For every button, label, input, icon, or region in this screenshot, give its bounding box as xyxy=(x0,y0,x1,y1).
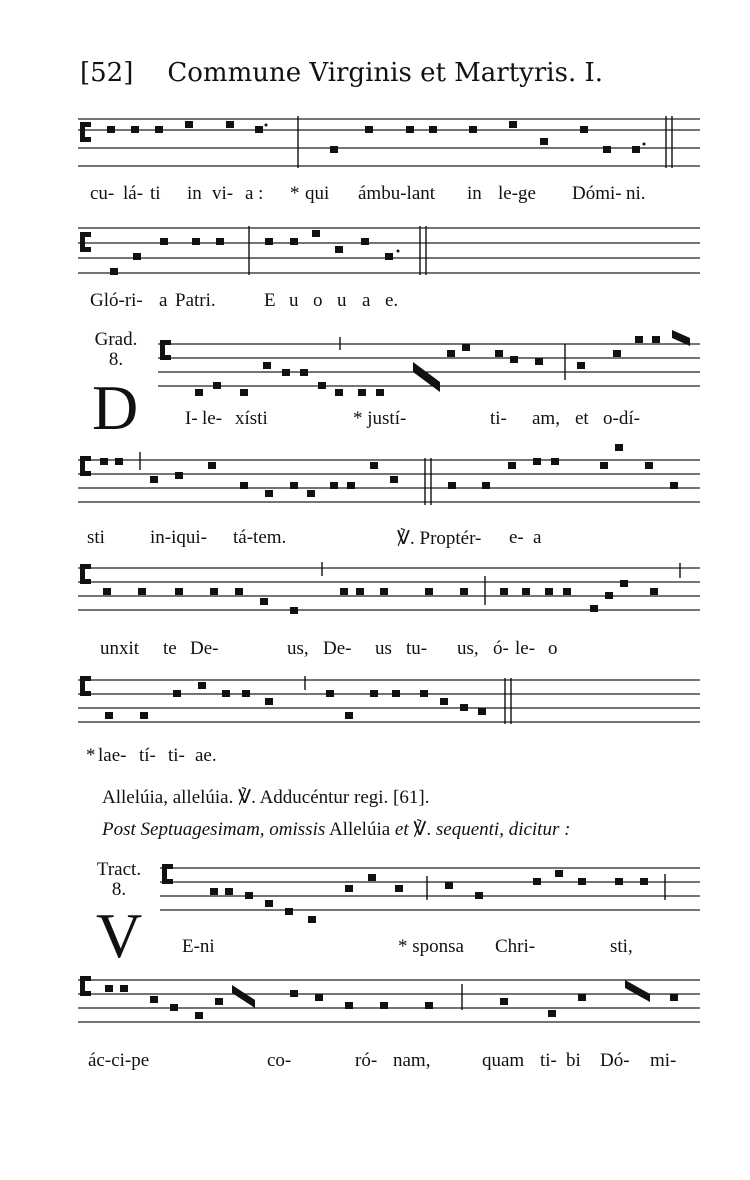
syllable: ℣. Proptér- xyxy=(397,528,482,549)
bar-lines xyxy=(140,116,680,1010)
lyrics-system-6 xyxy=(0,745,750,769)
lyrics-system-1 xyxy=(0,183,750,207)
mode-label-gradual xyxy=(86,330,146,370)
rubric-italic: sequenti, dicitur : xyxy=(435,819,571,840)
syllable: bi xyxy=(566,1050,581,1071)
mode-label: Grad. xyxy=(94,329,138,350)
syllable: * xyxy=(86,745,96,766)
syllable: us xyxy=(375,638,392,659)
neumes xyxy=(100,121,690,1019)
lyrics-system-3 xyxy=(0,408,750,432)
syllable: le- xyxy=(515,638,536,659)
syllable: ó- xyxy=(493,638,509,659)
syllable: a xyxy=(533,527,542,548)
syllable: E-ni xyxy=(182,936,215,957)
syllable: I- xyxy=(185,408,198,429)
lyrics-system-5 xyxy=(0,638,750,662)
syllable: sti xyxy=(87,527,105,548)
syllable: le-ge xyxy=(498,183,536,204)
syllable: quam xyxy=(482,1050,525,1071)
syllable: Chri- xyxy=(495,936,536,957)
rubric-italic: et xyxy=(394,819,409,840)
lyrics-system-7 xyxy=(0,936,750,960)
initial-letter-v: V xyxy=(96,900,143,971)
syllable: in xyxy=(187,183,202,204)
syllable: ti xyxy=(150,183,161,204)
alleluia-line: Allelúia, allelúia. ℣. Adducéntur regi. [61]. xyxy=(102,787,430,808)
syllable: tu- xyxy=(406,638,428,659)
syllable: co- xyxy=(267,1050,292,1071)
syllable: Dó- xyxy=(600,1050,630,1071)
syllable: lae- xyxy=(98,745,127,766)
syllable: Patri. xyxy=(175,290,216,311)
syllable: us, xyxy=(457,638,479,659)
mode-number: 8. xyxy=(108,349,124,370)
syllable: nam, xyxy=(393,1050,431,1071)
syllable: o xyxy=(313,290,323,311)
syllable: a : xyxy=(245,183,264,204)
syllable: * justí- xyxy=(353,408,407,429)
syllable: o xyxy=(548,638,558,659)
syllable: Gló-ri- xyxy=(90,290,143,311)
syllable: ti- xyxy=(490,408,507,429)
syllable: Dómi- xyxy=(572,183,622,204)
syllable: le- xyxy=(202,408,223,429)
syllable: in-iqui- xyxy=(150,527,207,548)
syllable: tá-tem. xyxy=(233,527,287,548)
syllable: De- xyxy=(323,638,352,659)
mode-label-tract xyxy=(86,860,152,900)
rubric-plain: ℣. xyxy=(413,819,432,840)
syllable: unxit xyxy=(100,638,140,659)
rubric-plain: Allelúia xyxy=(328,819,391,840)
syllable: in xyxy=(467,183,482,204)
syllable: * sponsa xyxy=(398,936,464,957)
syllable: cu- xyxy=(90,183,115,204)
syllable: sti, xyxy=(610,936,633,957)
lyrics-system-4 xyxy=(0,527,750,551)
syllable: et xyxy=(575,408,589,429)
rubric-line xyxy=(102,818,570,841)
lyrics-system-2 xyxy=(0,290,750,314)
rubric-italic: Post Septuagesimam, omissis xyxy=(102,819,326,840)
syllable: e. xyxy=(385,290,399,311)
syllable: ae. xyxy=(195,745,217,766)
syllable: ró- xyxy=(355,1050,378,1071)
syllable: e- xyxy=(509,527,524,548)
syllable: xísti xyxy=(235,408,268,429)
syllable: ni. xyxy=(626,183,646,204)
mode-label: Tract. xyxy=(96,859,142,880)
syllable: ti- xyxy=(168,745,185,766)
syllable: lá- xyxy=(123,183,144,204)
syllable: a xyxy=(159,290,168,311)
syllable: u xyxy=(289,290,299,311)
syllable: * xyxy=(290,183,300,204)
initial-letter-d: D xyxy=(92,372,139,443)
syllable: qui xyxy=(305,183,330,204)
mode-number: 8. xyxy=(111,879,127,900)
syllable: vi- xyxy=(212,183,234,204)
page-number: [52] xyxy=(80,58,134,88)
syllable: mi- xyxy=(650,1050,677,1071)
lyrics-system-8 xyxy=(0,1050,750,1074)
syllable: ác-ci-pe xyxy=(88,1050,150,1071)
syllable: tí- xyxy=(139,745,156,766)
syllable: E xyxy=(264,290,276,311)
syllable: us, xyxy=(287,638,309,659)
page-title: Commune Virginis et Martyris. I. xyxy=(167,58,604,88)
syllable: ámbu-lant xyxy=(358,183,436,204)
syllable: ti- xyxy=(540,1050,557,1071)
syllable: am, xyxy=(532,408,560,429)
syllable: u xyxy=(337,290,347,311)
syllable: De- xyxy=(190,638,219,659)
syllable: te xyxy=(163,638,177,659)
syllable: a xyxy=(362,290,371,311)
syllable: o-dí- xyxy=(603,408,640,429)
